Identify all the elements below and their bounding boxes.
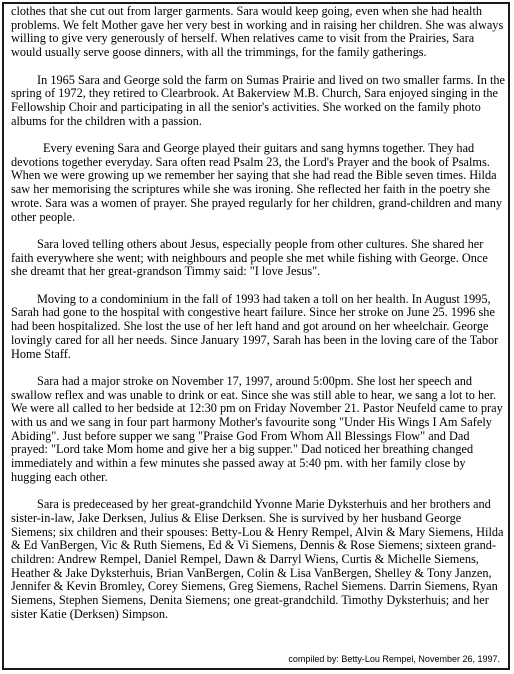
paragraph-3: Every evening Sara and George played their guitars and sang hymns together. They had devotions together everyday. Sara often read Psalm 23, the Lord's Prayer and the book of Psalms. When we were growing up we remember her saying that she had read the Bible seven times. Hilda saw her memorising the scriptures while she was ironing. She reflected her faith in the poetry she wrote. Sara was a women of prayer. She prayed regularly for her children, grand-children and many other people. <box>11 141 503 224</box>
paragraph-5: Moving to a condominium in the fall of 1993 had taken a toll on her health. In August 1995, Sarah had gone to the hospital with congestive heart failure. Since her stroke on June 25. 1996 she had been hospitalized. She lost the use of her left hand and got around on her wheelchair. George lovingly cared for all her needs. Since January 1997, Sarah has been in the loving care of the Tabor Home Staff. <box>11 291 499 361</box>
page-border <box>2 2 510 670</box>
paragraph-2: In 1965 Sara and George sold the farm on Sumas Prairie and lived on two smaller farms. In the spring of 1972, they retired to Clearbrook. At Bakerview M.B. Church, Sara enjoyed singing in the Fellowship Choir and participating in all the senior's activities. She worked on the family photo albums for the children with a passion. <box>11 72 505 128</box>
paragraph-7: Sara is predeceased by her great-grandchild Yvonne Marie Dyksterhuis and her brothers and sister-in-law, Jake Derksen, Julius & Elise Derksen. She is survived by her husband George Siemens; six children and their spouses: Betty-Lou & Henry Rempel, Alvin & Mary Siemens, Hilda & Ed VanBergen, Vic & Ruth Siemens, Ed & Vi Siemens, Dennis & Rose Siemens; sixteen grand-children: Andrew Rempel, Daniel Rempel, Dawn & Darryl Wiens, Curtis & Michelle Siemens, Heather & Jake Dyksterhuis, Brian VanBergen, Colin & Lisa VanBergen, Shelley & Tony Janzen, Jennifer & Kevin Bromley, Corey Siemens, Greg Siemens, Rachel Siemens. Darrin Siemens, Ryan Siemens, Stephen Siemens, Denita Siemens; one great-grandchild. Timothy Dyksterhuis; and her sister Katie (Derksen) Simpson. <box>11 497 504 621</box>
compiled-by-credit: compiled by: Betty-Lou Rempel, November 26, 1997. <box>288 654 500 664</box>
document-body <box>11 5 507 635</box>
paragraph-1: clothes that she cut out from larger garments. Sara would keep going, even when she had health problems. We felt Mother gave her very best in working and in raising her children. She was always willing to give very generously of herself. When relatives came to visit from the Prairies, Sara would usually serve goose dinners, with all the trimmings, for the family gatherings. <box>11 4 504 60</box>
paragraph-4: Sara loved telling others about Jesus, especially people from other cultures. She shared her faith everywhere she went; with neighbours and people she met while fishing with George. Once she dreamt that her great-grandson Timmy said: "I love Jesus". <box>11 236 488 279</box>
paragraph-6: Sara had a major stroke on November 17, 1997, around 5:00pm. She lost her speech and swallow reflex and was unable to drink or eat. Since she was still able to hear, we sang a lot to her. We were all called to her bedside at 12:30 pm on Friday November 21. Pastor Neufeld came to pray with us and we sang in four part harmony Mother's favourite song "Under His Wings I Am Safely Abiding". Just before supper we sang "Praise God From Whom All Blessings Flow" and Dad prayed: "Lord take Mom home and give her a big supper." Dad noticed her breathing changed immediately and within a few minutes she passed away at 5:40 pm. with her family close by hugging each other. <box>11 373 503 484</box>
